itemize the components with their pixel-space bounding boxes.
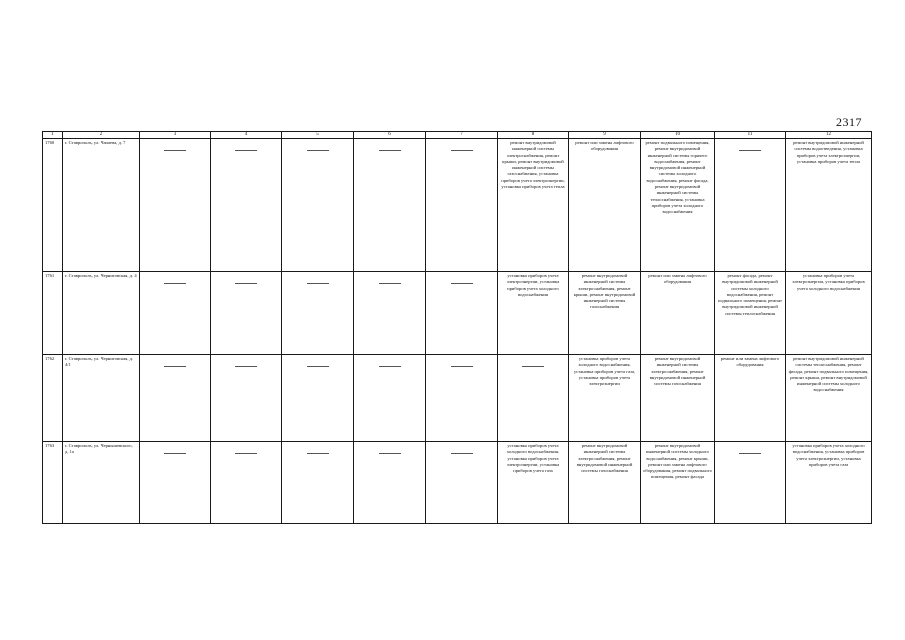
work-cell: установка приборов учета холодного водоснабжения, установка приборов учета электроэнергии, установка приборов учета газа xyxy=(786,442,872,524)
row-address: г. Ставрополь, ул. Чапаева, д. 7 xyxy=(63,139,140,272)
empty-cell xyxy=(426,442,498,524)
dash-mark xyxy=(451,150,473,151)
row-number: 1760 xyxy=(43,139,63,272)
work-cell: установка приборов учета холодного водоснабжения, установка приборов учета электроэнергии, установка приборов учета газа xyxy=(498,442,569,524)
work-cell: ремонт или замена лифтового оборудования xyxy=(569,139,641,272)
column-header: 3 xyxy=(140,132,211,139)
dash-mark xyxy=(164,366,186,367)
dash-mark xyxy=(451,453,473,454)
row-address: г. Ставрополь, ул. Черниговская, д. 4/1 xyxy=(63,355,140,442)
register-table xyxy=(42,131,872,524)
work-cell: ремонт внутридомовой инженерной системы водоотведения, установка приборов учета электроэнергии, установка приборов учета тепла xyxy=(786,139,872,272)
empty-cell xyxy=(282,442,354,524)
table-row xyxy=(43,139,872,272)
row-address: г. Ставрополь, ул. Черниговская, д. 4 xyxy=(63,272,140,355)
column-header: 12 xyxy=(786,132,872,139)
column-header: 11 xyxy=(715,132,786,139)
work-cell: ремонт внутридомовой инженерной системы электроснабжения, ремонт крыши, ремонт внутридомовой инженерной системы газоснабжения, установка приборов учета электроэнергии, установка приборов учета тепла xyxy=(498,139,569,272)
page-number: 2317 xyxy=(836,115,862,129)
dash-mark xyxy=(739,453,761,454)
row-number: 1761 xyxy=(43,272,63,355)
empty-cell xyxy=(282,272,354,355)
work-cell: установка приборов учета электроэнергии, установка приборов учета холодного водоснабжения xyxy=(786,272,872,355)
row-number: 1763 xyxy=(43,442,63,524)
work-cell: установка приборов учета электроэнергии, установка приборов учета холодного водоснабжения xyxy=(498,272,569,355)
dash-mark xyxy=(164,453,186,454)
empty-cell xyxy=(354,442,426,524)
column-header: 8 xyxy=(498,132,569,139)
dash-mark xyxy=(379,453,401,454)
dash-mark xyxy=(307,453,329,454)
header-row xyxy=(43,132,872,139)
dash-mark xyxy=(379,366,401,367)
empty-cell xyxy=(211,355,282,442)
dash-mark xyxy=(739,150,761,151)
empty-cell xyxy=(354,355,426,442)
empty-cell xyxy=(282,139,354,272)
empty-cell xyxy=(211,272,282,355)
column-header: 7 xyxy=(426,132,498,139)
empty-cell xyxy=(140,139,211,272)
dash-mark xyxy=(235,366,257,367)
work-cell: ремонт фасада, ремонт внутридомовой инженерной системы холодного водоснабжения, ремонт подвального помещения, ремонт внутридомовой инженерной системы теплоснабжения xyxy=(715,272,786,355)
work-cell: ремонт внутридомовой инженерной системы холодного водоснабжения, ремонт крыши, ремонт или замена лифтового оборудования, ремонт подвального помещения, ремонт фасада xyxy=(641,442,715,524)
column-header: 2 xyxy=(63,132,140,139)
dash-mark xyxy=(235,453,257,454)
dash-mark xyxy=(307,366,329,367)
dash-mark xyxy=(451,366,473,367)
table-row xyxy=(43,355,872,442)
dash-mark xyxy=(307,150,329,151)
work-cell: ремонт внутридомовой инженерной системы электроснабжения, ремонт внутридомовой инженерной системы газоснабжения xyxy=(569,442,641,524)
column-header: 5 xyxy=(282,132,354,139)
work-cell: ремонт внутридомовой инженерной системы электроснабжения, ремонт внутридомовой инженерной системы газоснабжения xyxy=(641,355,715,442)
column-header: 10 xyxy=(641,132,715,139)
work-cell: ремонт или замена лифтового оборудования xyxy=(715,355,786,442)
dash-mark xyxy=(235,150,257,151)
row-number: 1762 xyxy=(43,355,63,442)
row-address: г. Ставрополь, ул. Чернышевского, д. 1а xyxy=(63,442,140,524)
empty-cell xyxy=(354,272,426,355)
work-cell: ремонт подвального помещения, ремонт внутридомовой инженерной системы горячего водоснабжения, ремонт внутридомовой инженерной системы холодного водоснабжения, ремонт фасада, ремонт внутридомовой инженерной системы теплоснабжения, установка приборов учета холодного водоснабжения xyxy=(641,139,715,272)
empty-cell xyxy=(426,355,498,442)
column-header: 4 xyxy=(211,132,282,139)
dash-mark xyxy=(307,283,329,284)
empty-cell xyxy=(140,355,211,442)
work-cell: ремонт внутридомовой инженерной системы электроснабжения, ремонт крыши, ремонт внутридомовой инженерной системы газоснабжения xyxy=(569,272,641,355)
dash-mark xyxy=(379,283,401,284)
dash-mark xyxy=(235,283,257,284)
dash-mark xyxy=(522,366,544,367)
empty-cell xyxy=(211,442,282,524)
work-cell: установка приборов учета холодного водоснабжения, установка приборов учета газа, установка приборов учета электроэнергии xyxy=(569,355,641,442)
empty-cell xyxy=(354,139,426,272)
empty-cell xyxy=(426,272,498,355)
empty-cell xyxy=(282,355,354,442)
empty-cell xyxy=(140,272,211,355)
work-cell: ремонт внутридомовой инженерной системы теплоснабжения, ремонт фасада, ремонт подвального помещения, ремонт крыши, ремонт внутридомовой инженерной системы холодного водоснабжения xyxy=(786,355,872,442)
empty-cell xyxy=(715,442,786,524)
dash-mark xyxy=(451,283,473,284)
dash-mark xyxy=(379,150,401,151)
column-header: 1 xyxy=(43,132,63,139)
empty-cell xyxy=(715,139,786,272)
dash-mark xyxy=(164,283,186,284)
column-header: 9 xyxy=(569,132,641,139)
empty-cell xyxy=(498,355,569,442)
column-header: 6 xyxy=(354,132,426,139)
work-cell: ремонт или замена лифтового оборудования xyxy=(641,272,715,355)
table-row xyxy=(43,272,872,355)
empty-cell xyxy=(426,139,498,272)
dash-mark xyxy=(164,150,186,151)
empty-cell xyxy=(211,139,282,272)
table-row xyxy=(43,442,872,524)
empty-cell xyxy=(140,442,211,524)
